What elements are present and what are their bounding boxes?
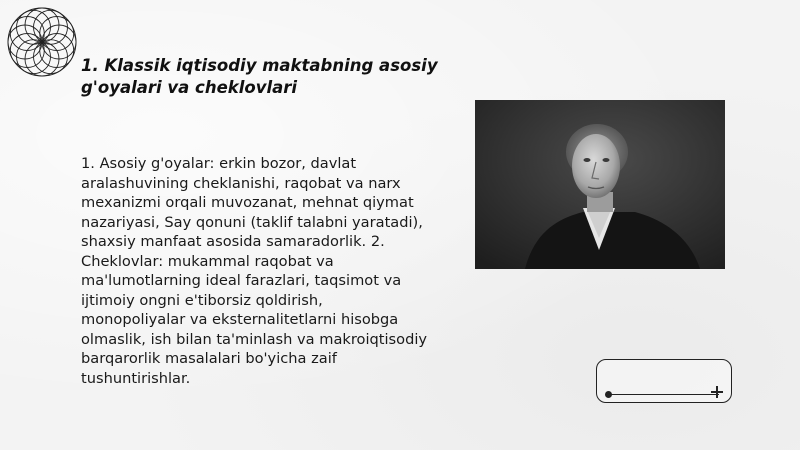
plus-icon[interactable] (711, 386, 723, 398)
slide-title: 1. Klassik iqtisodiy maktabning asosiy g'oyalari va cheklovlari (81, 56, 438, 97)
slider-control[interactable] (596, 359, 732, 403)
slide-body-text: 1. Asosiy g'oyalar: erkin bozor, davlat aralashuvining cheklanishi, raqobat va narx mexanizmi orqali muvozanat, mehnat qiymat nazariyasi, Say qonuni (taklif talabni yaratadi), shaxsiy manfaat asosida samaradorlik. 2. Cheklovlar: mukammal raqobat va ma'lumotlarning ideal farazlari, taqsimot va ijtimoiy ongni e'tiborsiz qoldirish, monopoliyalar va eksternalitetlarni hisobga olmaslik, ish bilan ta'minlash va makroiqtisodiy barqarorlik masalalari bo'yicha zaif tushuntirishlar. (81, 155, 428, 387)
dot-icon[interactable] (605, 391, 612, 398)
slider-track[interactable] (608, 394, 719, 395)
spirograph-logo-icon (4, 4, 80, 80)
portrait-image (475, 100, 725, 269)
